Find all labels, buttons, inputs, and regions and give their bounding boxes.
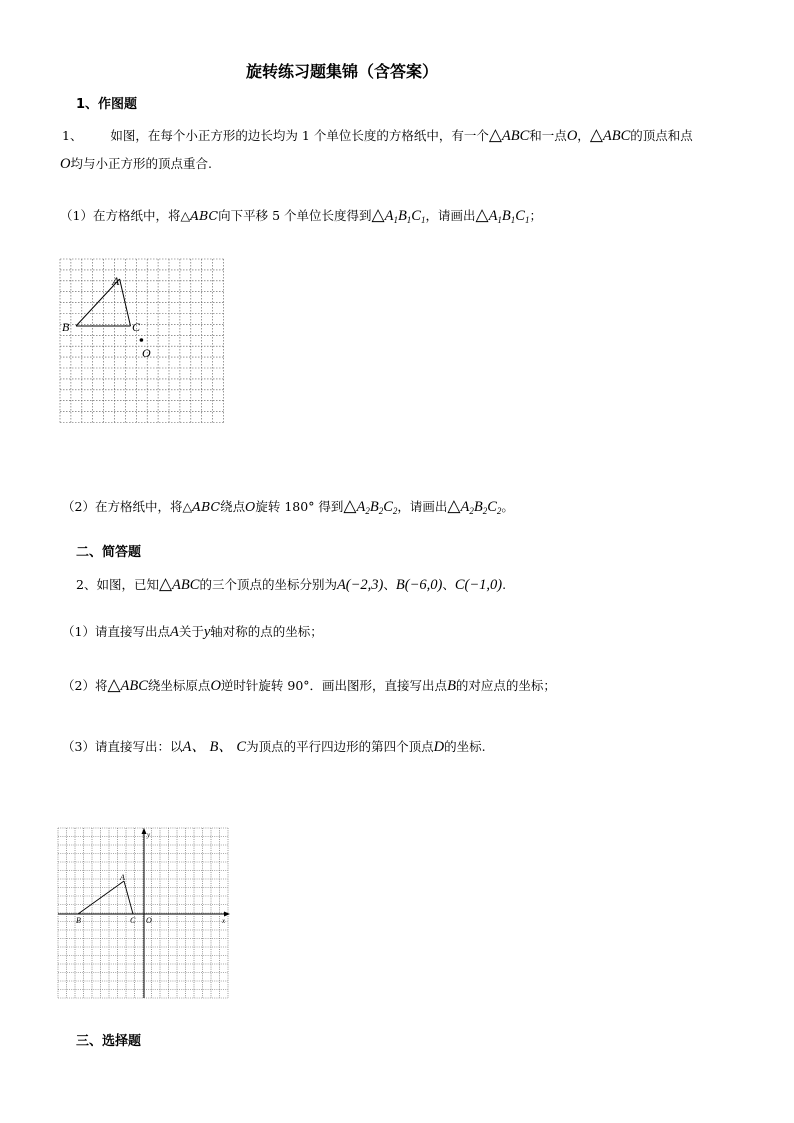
triangle-symbol: △ xyxy=(589,125,603,144)
label-c: C xyxy=(130,916,136,925)
subscript: 2 xyxy=(482,506,488,516)
vertex-a2: A xyxy=(356,499,366,515)
page-title: 旋转练习题集锦（含答案） xyxy=(246,62,439,81)
label-b: B xyxy=(76,916,81,925)
segment-ab xyxy=(78,881,124,914)
q1-p1-end: ； xyxy=(529,208,542,223)
q2-s2-text: （2）将 xyxy=(62,678,108,693)
q1-text-1: 如图，在每个小正方形的边长均为 1 个单位长度的方格纸中，有一个 xyxy=(110,128,489,143)
subscript: 2 xyxy=(496,506,502,516)
grid-figure-2 xyxy=(58,828,230,1000)
label-a: A xyxy=(120,873,125,882)
coord-c: C(−1,0) xyxy=(454,577,503,593)
segment-ac xyxy=(124,881,133,914)
q2-s2-text-mid2: 逆时针旋转 90°．画出图形，直接写出点 xyxy=(220,678,448,693)
q1-p1-text-mid: 向下平移 5 个单位长度得到 xyxy=(218,208,372,223)
q1-point-o: O xyxy=(566,128,578,144)
label-y: y xyxy=(147,831,151,839)
q2-s3-end: 的坐标. xyxy=(444,739,486,754)
q1-comma: ， xyxy=(577,128,590,143)
q1-p2-point-o: O xyxy=(245,499,256,514)
q2-s3-text-mid: 为顶点的平行四边形的第四个顶点 xyxy=(246,739,434,754)
vertex-a2: A xyxy=(460,499,470,515)
q2-s2-text-mid: 绕坐标原点 xyxy=(147,678,211,693)
vertex-a1: A xyxy=(384,208,394,224)
y-axis-arrow xyxy=(142,828,147,834)
label-o: O xyxy=(142,346,151,360)
q1-p2-end: 。 xyxy=(501,499,514,514)
subscript: 2 xyxy=(365,506,370,516)
triangle-symbol: △ xyxy=(107,675,121,694)
x-axis-arrow xyxy=(224,912,230,917)
q2-s3-point-d: D xyxy=(433,739,445,755)
q1-p1-text: （1）在方格纸中，将△ xyxy=(60,208,191,223)
q2-number: 2、如图，已知 xyxy=(76,577,159,592)
subscript: 2 xyxy=(392,506,398,516)
point-o-dot xyxy=(140,338,144,342)
subscript: 2 xyxy=(378,506,384,516)
q1-part-2 xyxy=(62,496,514,516)
section-heading-3: 三、选择题 xyxy=(76,1034,142,1049)
q2-sub-3 xyxy=(62,735,486,756)
q1-p2-text-mid: 绕点 xyxy=(220,499,246,514)
q2-text-1: 的三个顶点的坐标分别为 xyxy=(199,577,337,592)
triangle-symbol: △ xyxy=(488,125,502,144)
q2-s2-point-b: B xyxy=(447,678,456,694)
q1-p2-abc: ABC xyxy=(192,499,221,514)
label-c: C xyxy=(132,320,141,334)
triangle-symbol: △ xyxy=(158,574,173,593)
subscript: 1 xyxy=(406,215,412,225)
q1-p2-text-mid3: ，请画出 xyxy=(397,499,448,514)
q2-s2-abc: ABC xyxy=(120,678,148,694)
q1-number: 1、 xyxy=(62,128,83,143)
subscript: 1 xyxy=(510,215,516,225)
separator: 、 xyxy=(383,577,396,592)
label-x: x xyxy=(222,917,226,925)
q2-s2-origin: O xyxy=(210,678,221,694)
q2-s1-point-a: A xyxy=(169,624,179,640)
vertex-c1: C xyxy=(515,208,525,224)
separator: 、 xyxy=(442,577,455,592)
vertex-b1: B xyxy=(501,208,511,224)
label-a: A xyxy=(112,274,120,288)
q2-sub-1 xyxy=(62,622,323,641)
q2-s1-text: （1）请直接写出点 xyxy=(62,624,170,639)
q2-s3-text: （3）请直接写出：以 xyxy=(62,739,183,754)
subscript: 1 xyxy=(393,215,398,225)
q1-text-4: 的顶点和点 xyxy=(630,128,693,143)
subscript: 1 xyxy=(497,215,502,225)
vertex-b2: B xyxy=(369,499,379,515)
q1-line-1 xyxy=(62,125,693,145)
subscript: 1 xyxy=(524,215,530,225)
vertex-b1: B xyxy=(397,208,407,224)
grid-lines xyxy=(58,828,228,998)
q2-line-1 xyxy=(76,574,506,594)
vertex-b2: B xyxy=(473,499,483,515)
q2-s2-end: 的对应点的坐标； xyxy=(455,678,556,693)
q2-s1-end: 轴对称的点的坐标； xyxy=(210,624,323,639)
q1-p2-text: （2）在方格纸中，将△ xyxy=(62,499,193,514)
coord-a: A(−2,3) xyxy=(336,577,384,593)
period: . xyxy=(502,577,507,592)
subscript: 1 xyxy=(420,215,426,225)
q2-s1-text-mid: 关于 xyxy=(178,624,204,639)
label-o: O xyxy=(146,916,152,925)
q1-line-2 xyxy=(60,154,212,173)
q2-s3-points: A、 B、 C xyxy=(182,739,247,755)
subscript: 2 xyxy=(469,506,474,516)
q2-sub-2 xyxy=(62,675,556,695)
q1-p2-text-mid2: 旋转 180° 得到 xyxy=(255,499,344,514)
section-heading-1: 1、作图题 xyxy=(76,97,138,112)
vertex-c2: C xyxy=(487,499,497,515)
coord-b: B(−6,0) xyxy=(395,577,443,593)
q2-abc: ABC xyxy=(172,577,200,593)
label-b: B xyxy=(62,320,70,334)
triangle-symbol: △ xyxy=(475,205,489,224)
q1-abc: ABC xyxy=(501,128,530,144)
vertex-c2: C xyxy=(383,499,393,515)
q1-p1-abc: ABC xyxy=(190,208,219,223)
vertex-c1: C xyxy=(411,208,421,224)
vertex-a1: A xyxy=(488,208,498,224)
q1-point-o: O xyxy=(60,156,71,172)
q1-part-1 xyxy=(60,205,542,225)
triangle-symbol: △ xyxy=(371,205,385,224)
triangle-symbol: △ xyxy=(343,496,357,515)
q1-p1-text-mid2: ，请画出 xyxy=(425,208,476,223)
section-heading-2: 二、简答题 xyxy=(76,545,142,560)
q1-abc: ABC xyxy=(602,128,631,144)
grid-figure-1 xyxy=(60,259,224,421)
q1-text-2: 和一点 xyxy=(529,128,567,143)
q1-text-5: 均与小正方形的顶点重合. xyxy=(70,156,212,171)
triangle-symbol: △ xyxy=(447,496,461,515)
q2-s1-y-axis: y xyxy=(203,624,211,640)
